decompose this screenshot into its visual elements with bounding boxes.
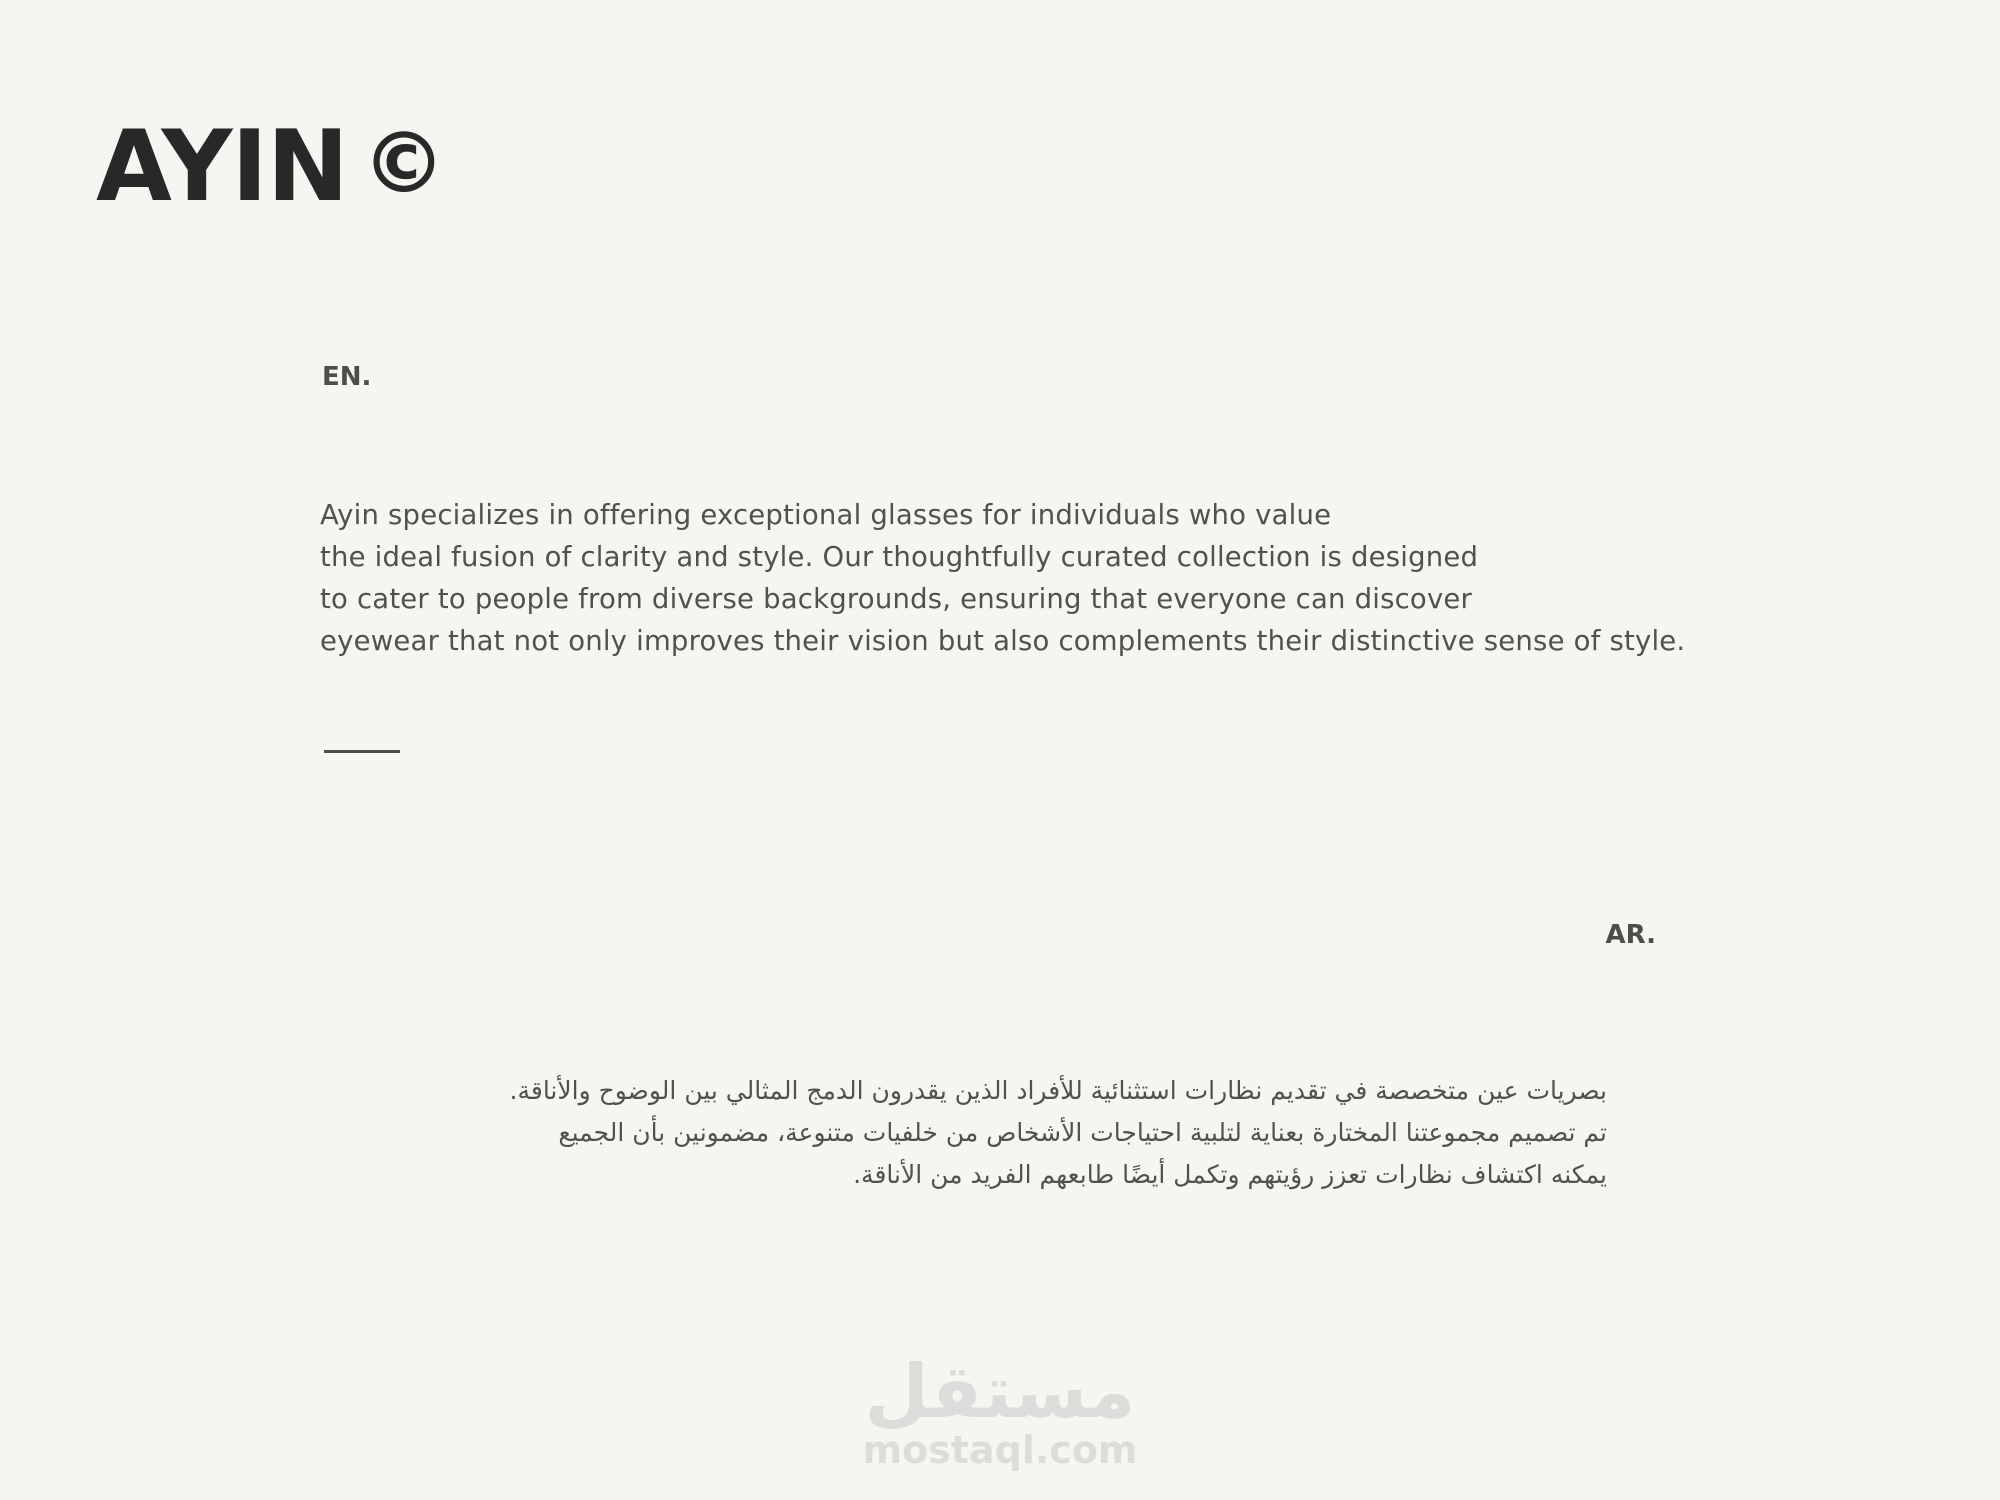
brand-name: AYIN [96,110,348,224]
english-line: eyewear that not only improves their vision but also complements their distinctive sense of style. [320,625,1686,657]
english-line: Ayin specializes in offering exceptional glasses for individuals who value [320,499,1332,531]
english-line: the ideal fusion of clarity and style. Our thoughtfully curated collection is designed [320,541,1479,573]
watermark-arabic: مستقل [864,1349,1136,1435]
english-line: to cater to people from diverse backgrounds, ensuring that everyone can discover [320,583,1473,615]
section-divider [324,750,400,753]
brand-logo [96,110,445,224]
mostaql-watermark [0,1349,2000,1472]
english-section-label: EN. [322,362,372,392]
watermark-latin: mostaql.com [862,1428,1138,1472]
arabic-line: تم تصميم مجموعتنا المختارة بعناية لتلبية احتياجات الأشخاص من خلفيات متنوعة، مضمونين بأن الجميع [558,1118,1607,1147]
copyright-icon: © [361,114,445,212]
arabic-section-label: AR. [1605,920,1656,950]
arabic-description [207,1070,1607,1196]
arabic-line: بصريات عين متخصصة في تقديم نظارات استثنائية للأفراد الذين يقدرون الدمج المثالي بين الوضوح والأناقة. [509,1076,1607,1105]
arabic-line: يمكنه اكتشاف نظارات تعزز رؤيتهم وتكمل أيضًا طابعهم الفريد من الأناقة. [853,1160,1607,1189]
english-description [320,494,1740,662]
